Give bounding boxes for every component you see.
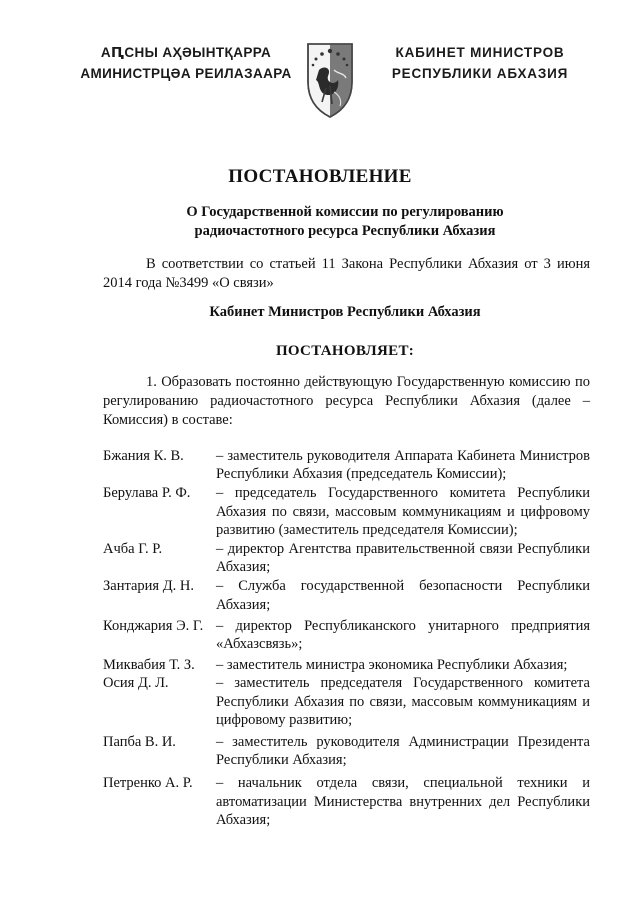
preamble-paragraph: В соответствии со статьей 11 Закона Республики Абхазия от 3 июня 2014 года №3499 «О связи» <box>103 256 590 291</box>
member-row <box>103 656 590 674</box>
member-row <box>103 674 590 729</box>
member-name: Петренко А. Р. <box>103 775 193 792</box>
subject-line2: радиочастотного ресурса Республики Абхазия <box>194 223 496 239</box>
member-row <box>103 617 590 653</box>
coat-of-arms-icon <box>304 40 356 120</box>
member-name: Ачба Г. Р. <box>103 541 163 558</box>
document-title: ПОСТАНОВЛЕНИЕ <box>228 166 412 187</box>
header-russian-line2: РЕСПУБЛИКИ АБХАЗИЯ <box>391 66 569 81</box>
header-abkhaz-line2: АМИНИСТРЦӘА РЕИЛАЗААРА <box>80 66 292 81</box>
member-row <box>103 733 590 769</box>
member-role: – директор Республиканского унитарного предприятия «Абхазсвязь»; <box>216 617 590 653</box>
issuing-body: Кабинет Министров Республики Абхазия <box>209 304 481 320</box>
member-role: – Служба государственной безопасности Республики Абхазия; <box>216 578 590 613</box>
member-row <box>103 577 590 613</box>
member-role: – заместитель руководителя Администрации Президента Республики Абхазия; <box>216 734 590 769</box>
document-subject <box>100 203 590 241</box>
member-name: Папба В. И. <box>103 734 176 751</box>
member-name: Зантария Д. Н. <box>103 578 194 595</box>
member-role: – председатель Государственного комитета Республики Абхазия по связи, массовым коммуникациям и цифровому развитию (заместитель председателя Комиссии); <box>216 485 590 538</box>
member-name: Конджария Э. Г. <box>103 617 204 634</box>
member-role: – заместитель председателя Государственного комитета Республики Абхазия по связи, массовым коммуникациям и цифровому развитию; <box>216 675 590 728</box>
commission-members-list <box>103 447 590 829</box>
member-row <box>103 774 590 829</box>
member-row <box>103 447 590 483</box>
member-name: Берулава Р. Ф. <box>103 485 191 502</box>
header-russian-title <box>380 42 580 84</box>
member-role: – заместитель министра экономика Республики Абхазия; <box>216 657 568 674</box>
member-row <box>103 484 590 539</box>
header-abkhaz-line1: АԤСНЫ АҲӘЫНТҚАРРА <box>100 45 272 60</box>
header-russian-line1: КАБИНЕТ МИНИСТРОВ <box>395 45 565 60</box>
member-role: – директор Агентства правительственной связи Республики Абхазия; <box>216 541 590 576</box>
member-role: – начальник отдела связи, специальной техники и автоматизации Министерства внутренних дел Республики Абхазия; <box>216 775 590 828</box>
clause-1: 1. Образовать постоянно действующую Государственную комиссию по регулированию радиочастотного ресурса Республики Абхазия (далее – Комиссия) в составе: <box>103 374 590 428</box>
member-name: Осия Д. Л. <box>103 675 169 692</box>
member-role: – заместитель руководителя Аппарата Кабинета Министров Республики Абхазия (председатель Комиссии); <box>216 448 590 483</box>
member-name: Миквабия Т. З. <box>103 657 195 674</box>
decrees-heading: ПОСТАНОВЛЯЕТ: <box>275 343 415 359</box>
subject-line1: О Государственной комиссии по регулированию <box>186 204 504 220</box>
member-row <box>103 540 590 576</box>
header-abkhaz-title <box>80 42 292 84</box>
member-name: Бжания К. В. <box>103 448 184 464</box>
